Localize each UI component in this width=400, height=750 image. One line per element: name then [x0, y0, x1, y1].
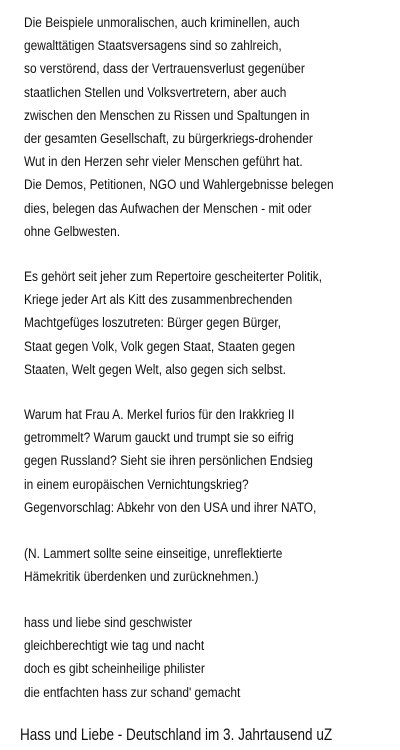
text-line: in einem europäischen Vernichtungskrieg?: [24, 476, 249, 493]
poem-line: doch es gibt scheinheilige philister: [24, 661, 205, 678]
text-line: ohne Gelbwesten.: [24, 223, 121, 240]
text-line: Die Beispiele unmoralischen, auch kriminellen, auch: [24, 15, 300, 31]
text-line: Staaten, Welt gegen Welt, also gegen sich selbst.: [24, 361, 286, 378]
text-line: Hämekritik überdenken und zurücknehmen.): [24, 569, 259, 586]
paragraph-questions: [24, 404, 396, 520]
paragraph-note: [24, 543, 396, 589]
text-line: der gesamten Gesellschaft, zu bürgerkriegs-drohender: [24, 130, 313, 147]
text-line: Die Demos, Petitionen, NGO und Wahlergebnisse belegen: [24, 177, 334, 194]
poem-line: die entfachten hass zur schand' gemacht: [24, 684, 241, 701]
text-line: Es gehört seit jeher zum Repertoire gescheiterter Politik,: [24, 269, 323, 285]
text-line: dies, belegen das Aufwachen der Menschen - mit oder: [24, 200, 312, 217]
text-line: Wut in den Herzen sehr vieler Menschen geführt hat.: [24, 154, 303, 171]
text-line: (N. Lammert sollte seine einseitige, unreflektierte: [24, 546, 283, 562]
text-line: zwischen den Menschen zu Rissen und Spaltungen in: [24, 107, 310, 124]
text-line: Kriege jeder Art als Kitt des zusammenbrechenden: [24, 292, 293, 309]
text-line: getrommelt? Warum gauckt und trumpt sie so eifrig: [24, 430, 294, 447]
text-line: Machtgefüges loszutreten: Bürger gegen Bürger,: [24, 315, 282, 332]
text-line: Warum hat Frau A. Merkel furios für den Irakkrieg II: [24, 407, 295, 423]
text-line: so verstörend, dass der Vertrauensverlust gegenüber: [24, 61, 305, 78]
document-title: Hass und Liebe - Deutschland im 3. Jahrtausend uZ: [20, 726, 333, 744]
text-line: gegen Russland? Sieht sie ihren persönlichen Endsieg: [24, 453, 313, 470]
poem-line: hass und liebe sind geschwister: [24, 615, 193, 631]
poem-line: gleichberechtigt wie tag und nacht: [24, 638, 205, 655]
poem-stanza: [24, 612, 396, 705]
text-line: Staat gegen Volk, Volk gegen Staat, Staaten gegen: [24, 338, 296, 355]
text-line: staatlichen Stellen und Volksvertretern, aber auch: [24, 84, 287, 101]
paragraph-state-failure: [24, 12, 396, 244]
paragraph-failed-politics: [24, 266, 396, 382]
text-line: Gegenvorschlag: Abkehr von den USA und ihrer NATO,: [24, 499, 317, 516]
text-line: gewalttätigen Staatsversagens sind so zahlreich,: [24, 38, 282, 55]
